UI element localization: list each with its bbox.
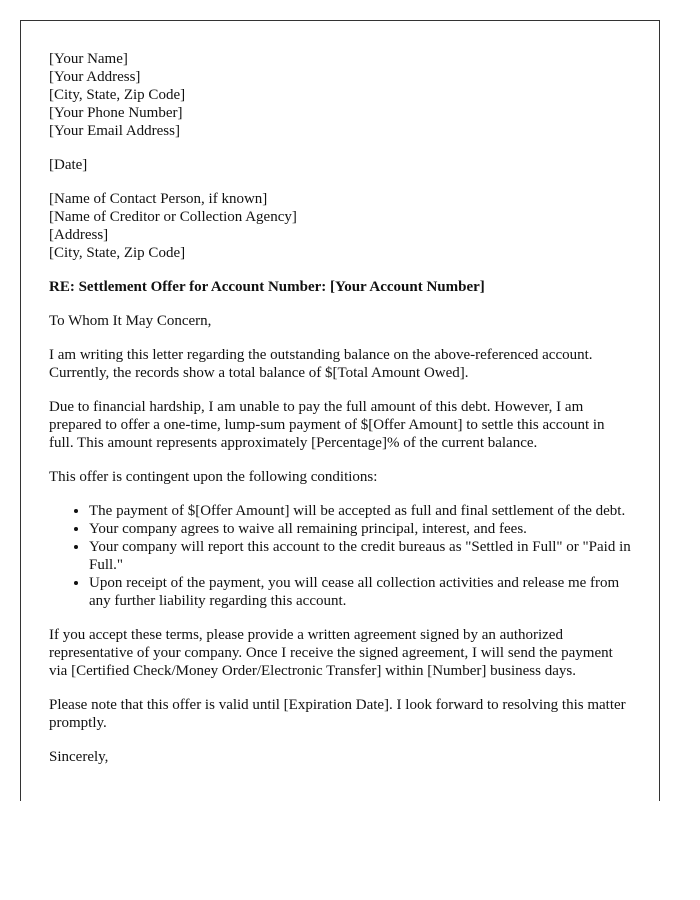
- body-paragraph: This offer is contingent upon the following conditions:: [49, 469, 378, 485]
- letter-page: [20, 20, 660, 801]
- sender-name: [Your Name]: [49, 51, 128, 67]
- signoff: Sincerely,: [49, 749, 109, 765]
- recipient-creditor: [Name of Creditor or Collection Agency]: [49, 209, 297, 225]
- subject-line: RE: Settlement Offer for Account Number: [Your Account Number]: [49, 279, 485, 295]
- recipient-contact: [Name of Contact Person, if known]: [49, 191, 268, 207]
- body-paragraph: If you accept these terms, please provide a written agreement signed by an authorized representative of your company. Once I receive the signed agreement, I will send the payment via [Certified Check/Money Order/Electronic Transfer] within [Number] business days.: [49, 627, 613, 679]
- condition-item: • The payment of $[Offer Amount] will be accepted as full and final settlement of the debt.: [89, 502, 631, 520]
- salutation: To Whom It May Concern,: [49, 313, 212, 329]
- sender-email: [Your Email Address]: [49, 123, 180, 139]
- recipient-city: [City, State, Zip Code]: [49, 245, 186, 261]
- sender-phone: [Your Phone Number]: [49, 105, 183, 121]
- body-paragraph: Please note that this offer is valid until [Expiration Date]. I look forward to resolving this matter promptly.: [49, 697, 626, 731]
- conditions-list: [49, 502, 631, 610]
- condition-item: • Your company agrees to waive all remaining principal, interest, and fees.: [89, 520, 631, 538]
- sender-city: [City, State, Zip Code]: [49, 87, 186, 103]
- recipient-address: [Address]: [49, 227, 109, 243]
- recipient-block: [49, 190, 631, 262]
- condition-item: • Your company will report this account to the credit bureaus as "Settled in Full" or "Paid in Full.": [89, 538, 631, 574]
- body-paragraph: Due to financial hardship, I am unable to pay the full amount of this debt. However, I am prepared to offer a one-time, lump-sum payment of $[Offer Amount] to settle this account in full. This amount represents approximately [Percentage]% of the current balance.: [49, 399, 605, 451]
- sender-block: [49, 50, 631, 140]
- condition-item: • Upon receipt of the payment, you will cease all collection activities and release me from any further liability regarding this account.: [89, 574, 631, 610]
- sender-address: [Your Address]: [49, 69, 141, 85]
- body-paragraph: I am writing this letter regarding the outstanding balance on the above-referenced account. Currently, the records show a total balance of $[Total Amount Owed].: [49, 347, 593, 381]
- letter-date: [Date]: [49, 157, 88, 173]
